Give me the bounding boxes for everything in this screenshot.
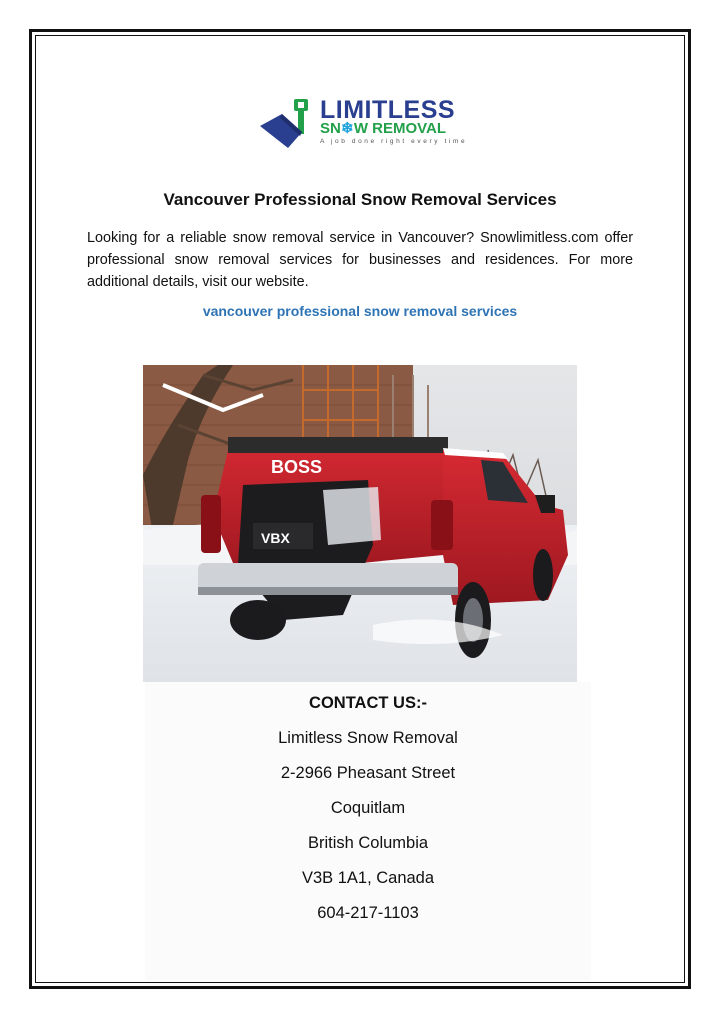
phone-number[interactable]: 604-217-1103 bbox=[317, 904, 419, 922]
contact-title: CONTACT US:- bbox=[309, 694, 427, 712]
snowflake-icon: ❄ bbox=[341, 120, 354, 137]
boss-brand-label: BOSS bbox=[271, 457, 323, 477]
company-name: Limitless Snow Removal bbox=[278, 729, 458, 747]
website-link[interactable]: vancouver professional snow removal services bbox=[202, 303, 518, 319]
city: Coquitlam bbox=[330, 799, 406, 817]
province: British Columbia bbox=[307, 834, 429, 852]
logo-title: LIMITLESS bbox=[320, 96, 456, 124]
postal-code-country: V3B 1A1, Canada bbox=[301, 869, 435, 887]
logo-subtitle: SN❄W REMOVAL bbox=[320, 120, 447, 137]
contact-section bbox=[145, 682, 591, 980]
logo-tagline: A job done right every time bbox=[320, 138, 468, 145]
page-title: Vancouver Professional Snow Removal Services bbox=[163, 190, 557, 209]
vbx-spreader-label: VBX bbox=[261, 530, 290, 546]
truck-photo bbox=[143, 365, 577, 682]
shovel-icon bbox=[258, 96, 320, 152]
company-logo bbox=[258, 96, 468, 154]
intro-paragraph: Looking for a reliable snow removal service in Vancouver? Snowlimitless.com offer professional snow removal services for businesses and residences. For more additional details, visit our website. bbox=[87, 230, 633, 290]
street-address: 2-2966 Pheasant Street bbox=[280, 764, 456, 782]
